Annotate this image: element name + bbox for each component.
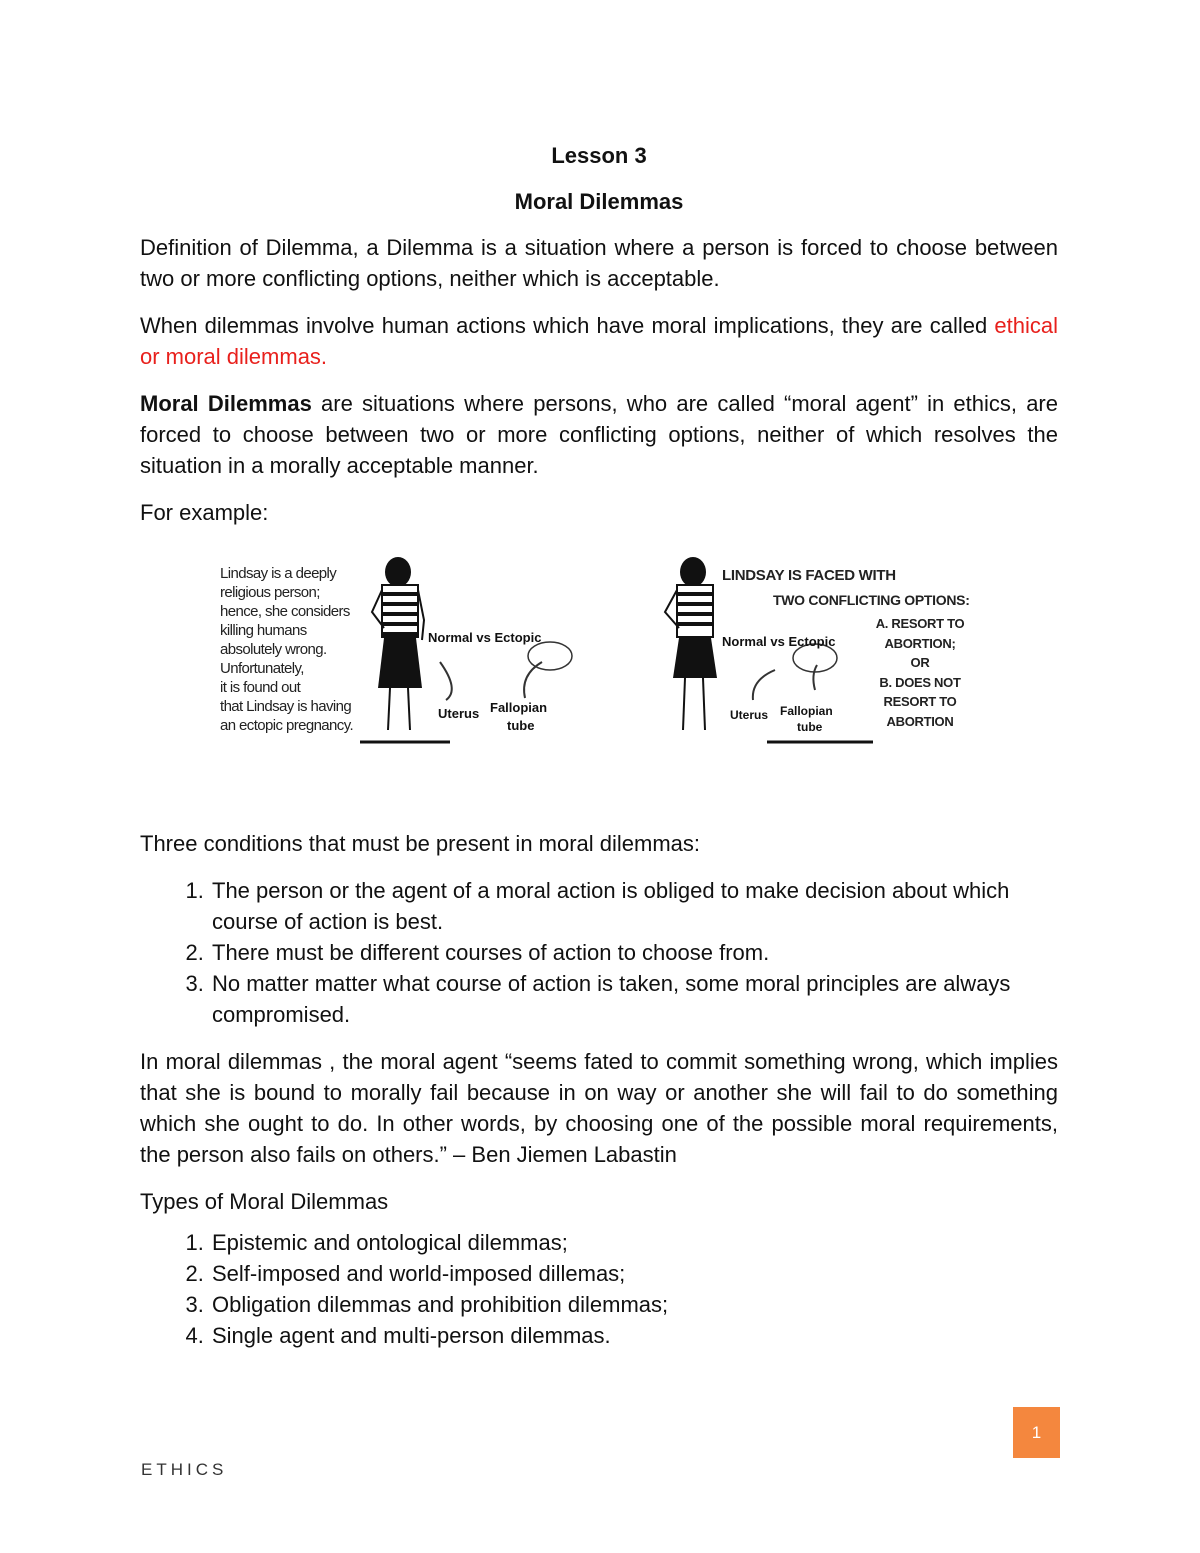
list-item: 1. Epistemic and ontological dilemmas; <box>210 1227 1058 1258</box>
example-label: For example: <box>140 500 269 525</box>
paragraph-text: When dilemmas involve human actions which have moral implications, they are called <box>140 313 995 338</box>
types-intro: Types of Moral Dilemmas <box>140 1189 389 1214</box>
page-number: 1 <box>1013 1407 1060 1458</box>
list-item: 1. The person or the agent of a moral action is obliged to make decision about which course of action is best. <box>210 875 1058 937</box>
list-item: 2. There must be different courses of action to choose from. <box>210 937 1058 968</box>
lesson-number: Lesson 3 <box>551 143 647 168</box>
example-illustrations <box>140 550 1058 810</box>
list-item: 3. No matter matter what course of action is taken, some moral principles are always compromised. <box>210 968 1058 1030</box>
moral-implications-paragraph <box>140 310 1058 372</box>
figure-caption: Lindsay is a deeply religious person; hence, she considers killing humans absolutely wrong. Unfortunately, it is found out that Lindsay is having an ectopic pregnancy. <box>220 565 354 734</box>
conditions-intro: Three conditions that must be present in moral dilemmas: <box>140 831 701 856</box>
quote-paragraph: In moral dilemmas , the moral agent “seems fated to commit something wrong, which implies that she is bound to morally fail because in on way or another she will fail to do something which she ought to do. In other words, by choosing one of the possible moral requirements, the person also fails on others.” – Ben Jiemen Labastin <box>140 1049 1058 1167</box>
uterus-label: Uterus <box>438 706 480 721</box>
document-body <box>140 140 1058 1367</box>
figure-heading-2: TWO CONFLICTING OPTIONS: <box>773 592 970 608</box>
moral-dilemmas-paragraph <box>140 388 1058 481</box>
list-item: 2. Self-imposed and world-imposed dillemas; <box>210 1258 1058 1289</box>
tube-label: tube <box>507 718 535 733</box>
diagram-title: Normal vs Ectopic <box>428 630 542 645</box>
figure-heading-1: LINDSAY IS FACED WITH <box>722 567 896 584</box>
list-item: 3. Obligation dilemmas and prohibition dilemmas; <box>210 1289 1058 1320</box>
paragraph-text: are situations where persons, who are called “moral agent” in ethics, are forced to choose between two or more conflicting options, neither of which resolves the situation in a morally acceptable manner. <box>140 391 1058 478</box>
conditions-list <box>140 875 1058 1030</box>
highlighted-term: ethical or moral dilemmas. <box>140 313 1058 369</box>
types-list <box>140 1227 1058 1351</box>
options-list: A. RESORT TO ABORTION; OR B. DOES NOT RESORT TO ABORTION <box>875 616 965 729</box>
bold-term: Moral Dilemmas <box>140 391 312 416</box>
figure-conflicting-options <box>655 550 1000 750</box>
diagram-title: Normal vs Ectopic <box>722 634 836 649</box>
definition-paragraph: Definition of Dilemma, a Dilemma is a situation where a person is forced to choose between two or more conflicting options, neither which is acceptable. <box>140 235 1058 291</box>
uterus-label: Uterus <box>730 708 769 722</box>
tube-label: tube <box>797 720 823 734</box>
figure-lindsay-situation <box>220 550 580 750</box>
page-title: Moral Dilemmas <box>514 189 684 214</box>
footer-subject: ETHICS <box>141 1460 228 1479</box>
fallopian-label: Fallopian <box>780 704 833 718</box>
list-item: 4. Single agent and multi-person dilemmas. <box>210 1320 1058 1351</box>
fallopian-label: Fallopian <box>490 700 548 715</box>
